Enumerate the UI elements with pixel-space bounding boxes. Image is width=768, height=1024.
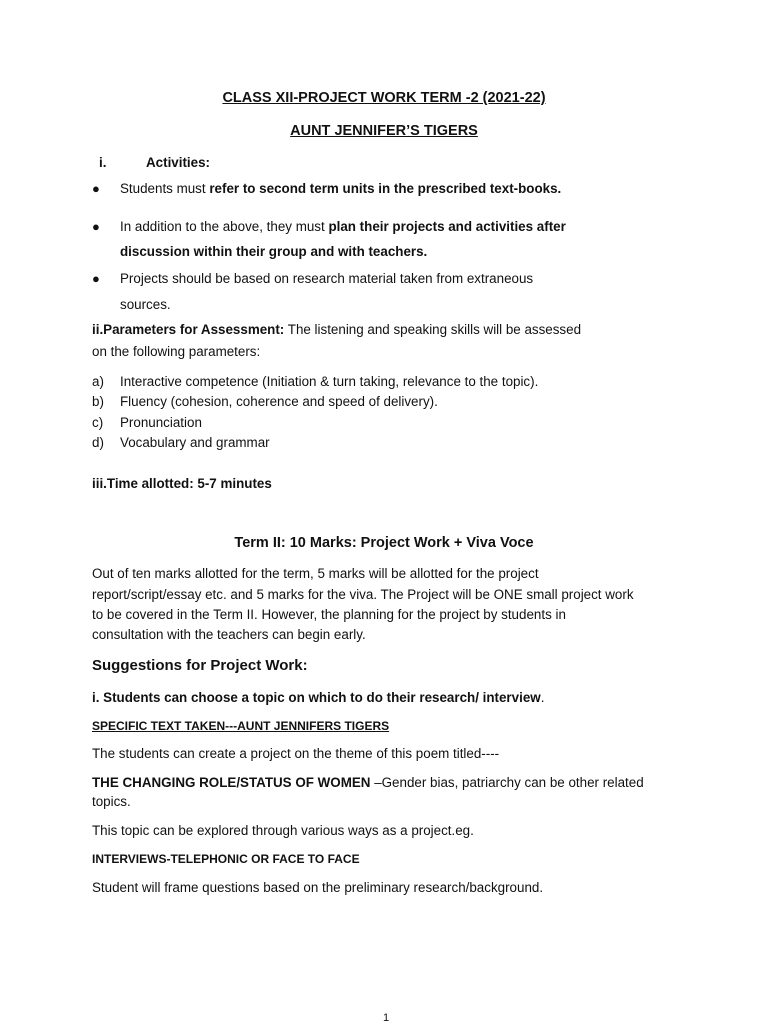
- parameter-text: Interactive competence (Initiation & turn taking, relevance to the topic).: [120, 374, 539, 389]
- parameter-text: Pronunciation: [120, 415, 202, 430]
- parameters-heading: ii.Parameters for Assessment:: [92, 322, 285, 337]
- term-paragraph-line-4: consultation with the teachers can begin early.: [92, 627, 366, 642]
- activities-heading: Activities:: [146, 155, 210, 170]
- activity-item-1-bold: refer to second term units in the prescribed text-books.: [209, 181, 562, 196]
- activity-item-2-text: In addition to the above, they must: [120, 219, 329, 234]
- parameters-intro: [92, 322, 581, 337]
- activity-item-2-bold: plan their projects and activities after: [328, 219, 566, 234]
- parameter-label: b): [92, 394, 104, 409]
- parameter-label: c): [92, 415, 104, 430]
- bullet-icon: ●: [92, 181, 100, 196]
- page-number: 1: [383, 1012, 390, 1024]
- changing-role-continued: topics.: [92, 794, 131, 809]
- document-subtitle: AUNT JENNIFER’S TIGERS: [290, 123, 478, 139]
- activity-item-3-continued: sources.: [120, 297, 171, 312]
- parameters-intro-continued: on the following parameters:: [92, 344, 261, 359]
- term-paragraph-line-1: Out of ten marks allotted for the term, 5 marks will be allotted for the project: [92, 566, 539, 581]
- document-title: CLASS XII-PROJECT WORK TERM -2 (2021-22): [222, 90, 546, 106]
- explore-line: This topic can be explored through various ways as a project.eg.: [92, 823, 474, 838]
- activity-item-3: Projects should be based on research material taken from extraneous: [120, 271, 534, 286]
- parameter-label: a): [92, 374, 104, 389]
- parameter-text: Vocabulary and grammar: [120, 435, 270, 450]
- activity-item-1-text: Students must: [120, 181, 210, 196]
- changing-role-bold: THE CHANGING ROLE/STATUS OF WOMEN: [92, 775, 375, 790]
- activity-item-2: [120, 219, 566, 234]
- parameter-label: d): [92, 435, 104, 450]
- activities-number: i.: [99, 155, 107, 170]
- bullet-icon: ●: [92, 271, 100, 286]
- parameters-text: The listening and speaking skills will be assessed: [284, 322, 582, 337]
- theme-line: The students can create a project on the theme of this poem titled----: [92, 746, 500, 761]
- time-allotted: iii.Time allotted: 5-7 minutes: [92, 476, 272, 491]
- bullet-icon: ●: [92, 219, 100, 234]
- interviews-heading: INTERVIEWS-TELEPHONIC OR FACE TO FACE: [92, 852, 360, 866]
- term-paragraph-line-3: to be covered in the Term II. However, the planning for the project by students in: [92, 607, 566, 622]
- term-heading: Term II: 10 Marks: Project Work + Viva Voce: [234, 535, 534, 551]
- suggestions-heading: Suggestions for Project Work:: [92, 657, 308, 674]
- changing-role-text: –Gender bias, patriarchy can be other related: [374, 775, 644, 790]
- term-paragraph-line-2: report/script/essay etc. and 5 marks for the viva. The Project will be ONE small project work: [92, 587, 634, 602]
- choose-topic-bold: i. Students can choose a topic on which to do their research/ interview: [92, 690, 541, 705]
- choose-topic-line: [92, 690, 544, 705]
- activity-item-1: [120, 181, 561, 196]
- frame-questions-line: Student will frame questions based on the preliminary research/background.: [92, 880, 544, 895]
- choose-topic-end: .: [540, 690, 545, 705]
- changing-role-line: [92, 775, 644, 790]
- specific-text-heading: SPECIFIC TEXT TAKEN---AUNT JENNIFERS TIGERS: [92, 719, 390, 733]
- parameter-text: Fluency (cohesion, coherence and speed of delivery).: [120, 394, 438, 409]
- activity-item-2-continued: discussion within their group and with teachers.: [120, 244, 428, 259]
